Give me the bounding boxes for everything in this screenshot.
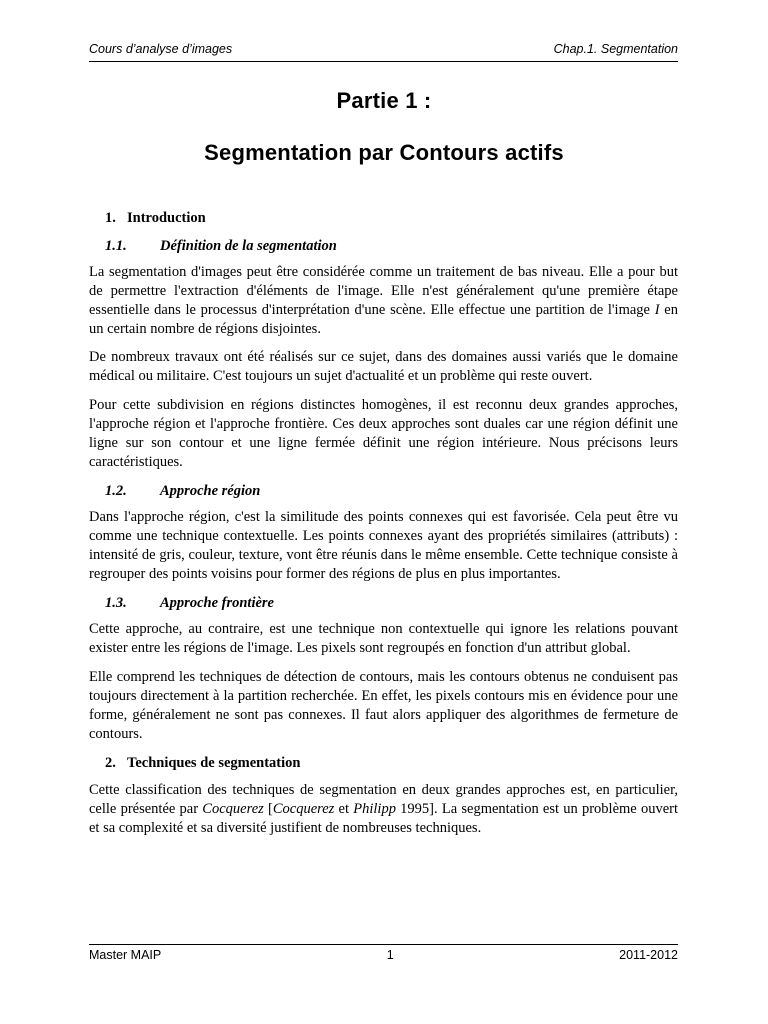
page-header [89, 42, 678, 56]
footer-program: Master MAIP [89, 948, 162, 962]
paragraph: Cette classification des techniques de segmentation en deux grandes approches est, en particulier, celle présentée par Cocquerez [Cocquerez et Philipp 1995]. La segmentation est un problème ouvert et sa complexité et sa diversité justifient de nombreuses techniques. [89, 781, 678, 837]
paragraph: Elle comprend les techniques de détection de contours, mais les contours obtenus ne conduisent pas toujours directement à la partition recherchée. En effet, les pixels contours mis en évidence pour une forme, généralement ne sont pas connexes. Il faut alors appliquer des algorithmes de fermeture de contours. [89, 668, 678, 742]
paragraph: De nombreux travaux ont été réalisés sur ce sujet, dans des domaines aussi variés que le domaine médical ou militaire. C'est toujours un sujet d'actualité et un problème qui reste ouvert. [89, 349, 678, 385]
header-divider [89, 61, 678, 62]
part-title: Partie 1 : [336, 88, 432, 113]
page-footer [89, 948, 678, 962]
subsection-heading-definition [105, 236, 678, 256]
section-number: 2. [105, 754, 116, 771]
document-body [89, 208, 678, 847]
paragraph: Dans l'approche région, c'est la similitude des points connexes qui est favorisée. Cela peut être vu comme une technique contextuelle. Les points connexes ayant des propriétés similaires (attributs) : intensité de gris, couleur, texture, vont être réunis dans le même ensemble. Cette technique consiste à regrouper des points voisins pour former des régions de plus en plus importantes. [89, 508, 678, 583]
footer-year: 2011-2012 [619, 948, 678, 962]
paragraph: La segmentation d'images peut être considérée comme un traitement de bas niveau. Elle a pour but de permettre l'extraction d'éléments de l'image. Elle n'est généralement qu'une première étape essentielle dans le processus d'interprétation d'une scène. Elle effectue une partition de l'image I en un certain nombre de régions disjointes. [89, 264, 678, 338]
section-title: Techniques de segmentation [127, 754, 301, 771]
section-number: 1. [105, 210, 116, 226]
section-heading-introduction [105, 208, 678, 228]
subsection-title: Approche frontière [160, 595, 274, 612]
document-title: Segmentation par Contours actifs [204, 140, 564, 165]
page-number: 1 [386, 948, 394, 962]
section-heading-techniques [105, 753, 678, 773]
subsection-title: Définition de la segmentation [160, 238, 337, 254]
paragraph: Cette approche, au contraire, est une technique non contextuelle qui ignore les relations pouvant exister entre les régions de l'image. Les pixels sont regroupés en fonction d'un attribut global. [89, 621, 678, 657]
subsection-number: 1.3. [105, 595, 127, 612]
footer-divider [89, 944, 678, 945]
subsection-heading-region [105, 481, 678, 501]
subsection-title: Approche région [160, 482, 261, 499]
subsection-number: 1.2. [105, 482, 127, 499]
section-title: Introduction [127, 210, 206, 226]
header-course: Cours d’analyse d’images [89, 42, 233, 56]
subsection-number: 1.1. [105, 238, 127, 254]
subsection-heading-frontier [105, 593, 678, 613]
paragraph: Pour cette subdivision en régions distinctes homogènes, il est reconnu deux grandes approches, l'approche région et l'approche frontière. Ces deux approches sont duales car une région définit une ligne sur son contour et une ligne fermée définit une région intérieure. Nous précisons leurs caractéristiques. [89, 396, 678, 470]
header-chapter: Chap.1. Segmentation [553, 42, 678, 56]
